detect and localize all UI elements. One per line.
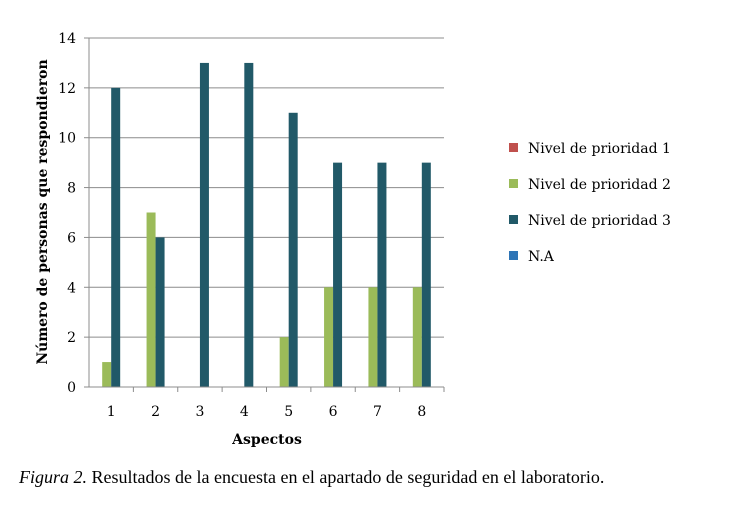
legend-label: Nivel de prioridad 3 bbox=[528, 213, 671, 229]
y-tick-label: 10 bbox=[58, 130, 76, 147]
bar bbox=[289, 113, 298, 387]
legend-swatch bbox=[509, 251, 518, 260]
bar bbox=[244, 63, 253, 387]
x-tick-label: 6 bbox=[328, 404, 338, 420]
legend-swatch bbox=[509, 179, 518, 188]
bar bbox=[111, 88, 120, 387]
y-tick-label: 14 bbox=[58, 31, 76, 47]
bar bbox=[200, 63, 209, 387]
legend-label: Nivel de prioridad 2 bbox=[528, 177, 671, 193]
x-tick-label: 1 bbox=[106, 404, 116, 420]
bar bbox=[156, 237, 165, 387]
bar bbox=[413, 287, 422, 387]
y-tick-label: 4 bbox=[67, 280, 76, 297]
x-tick-labels bbox=[107, 404, 427, 420]
y-axis-title: Número de personas que respondieron bbox=[35, 59, 51, 365]
y-tick-label: 2 bbox=[67, 330, 76, 347]
legend-label: Nivel de prioridad 1 bbox=[528, 141, 671, 157]
x-tick-label: 7 bbox=[372, 404, 382, 420]
x-tick-label: 5 bbox=[284, 404, 294, 420]
figure-caption bbox=[19, 467, 604, 488]
x-tick-label: 2 bbox=[151, 404, 161, 420]
axes bbox=[84, 38, 444, 392]
legend-swatch bbox=[509, 143, 518, 152]
y-tick-label: 0 bbox=[67, 380, 76, 396]
y-tick-labels bbox=[58, 31, 76, 396]
y-tick-label: 12 bbox=[58, 80, 76, 97]
bar bbox=[422, 163, 431, 387]
figure-label: Figura 2. bbox=[19, 467, 88, 487]
bar bbox=[102, 362, 111, 387]
bar bbox=[377, 163, 386, 387]
y-tick-label: 8 bbox=[67, 180, 76, 197]
legend-label: N.A bbox=[528, 249, 554, 265]
bar bbox=[324, 287, 333, 387]
x-axis-title: Aspectos bbox=[232, 432, 302, 448]
y-tick-label: 6 bbox=[67, 230, 76, 247]
bar bbox=[333, 163, 342, 387]
bar bbox=[147, 213, 156, 388]
legend-swatch bbox=[509, 215, 518, 224]
bars bbox=[102, 63, 431, 387]
legend bbox=[509, 141, 671, 265]
bar bbox=[368, 287, 377, 387]
gridlines bbox=[89, 38, 444, 337]
x-tick-label: 8 bbox=[417, 404, 427, 420]
x-tick-label: 3 bbox=[195, 404, 205, 420]
x-tick-label: 4 bbox=[239, 404, 249, 420]
caption-text: Resultados de la encuesta en el apartado de seguridad en el laboratorio. bbox=[87, 467, 605, 487]
bar bbox=[280, 337, 289, 387]
